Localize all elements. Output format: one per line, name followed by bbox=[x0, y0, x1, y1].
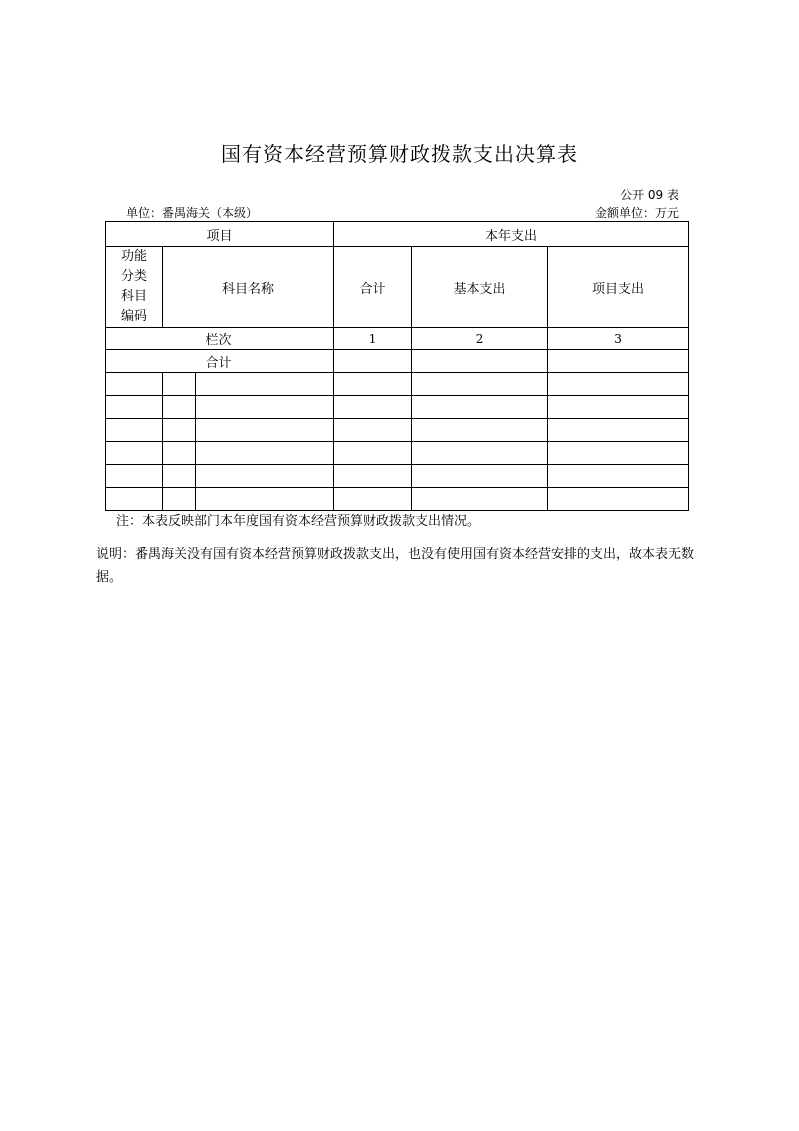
empty-cell bbox=[412, 373, 548, 396]
page-title: 国有资本经营预算财政拨款支出决算表 bbox=[221, 142, 578, 166]
empty-rows bbox=[106, 373, 689, 511]
explanation: 说明：番禺海关没有国有资本经营预算财政拨款支出，也没有使用国有资本经营安排的支出，故本表无数据。 bbox=[96, 547, 695, 585]
table-code: 公开 09 表 bbox=[620, 188, 679, 202]
empty-cell bbox=[548, 465, 689, 488]
header-item: 项目 bbox=[106, 222, 334, 247]
col-code-header bbox=[106, 247, 163, 328]
empty-cell bbox=[196, 488, 334, 511]
row-total-label: 合计 bbox=[196, 350, 334, 373]
col-total: 合计 bbox=[334, 247, 412, 328]
empty-cell bbox=[196, 442, 334, 465]
empty-cell bbox=[106, 396, 163, 419]
expense-table bbox=[105, 221, 689, 511]
empty-cell bbox=[163, 442, 196, 465]
empty-cell bbox=[163, 488, 196, 511]
table-row bbox=[106, 396, 689, 419]
empty-cell bbox=[548, 396, 689, 419]
empty-cell bbox=[196, 419, 334, 442]
column-number: 3 bbox=[548, 328, 689, 350]
empty-cell bbox=[334, 373, 412, 396]
empty-cell bbox=[106, 465, 163, 488]
empty-cell bbox=[196, 373, 334, 396]
empty-cell bbox=[412, 442, 548, 465]
header-year-expense: 本年支出 bbox=[334, 222, 689, 247]
empty-cell bbox=[106, 373, 163, 396]
empty-cell bbox=[334, 488, 412, 511]
amount-unit: 金额单位：万元 bbox=[594, 206, 679, 220]
empty-cell bbox=[163, 396, 196, 419]
empty-cell bbox=[106, 488, 163, 511]
row-column-label: 栏次 bbox=[196, 328, 334, 350]
empty-cell bbox=[334, 396, 412, 419]
col-code-line: 编码 bbox=[120, 309, 147, 324]
empty-cell bbox=[548, 419, 689, 442]
column-row-blank bbox=[106, 328, 196, 350]
col-code-line: 功能 bbox=[120, 249, 147, 264]
table-row bbox=[106, 465, 689, 488]
total-cell bbox=[412, 350, 548, 373]
col-code-line: 科目 bbox=[120, 289, 147, 304]
empty-cell bbox=[196, 465, 334, 488]
col-basic: 基本支出 bbox=[412, 247, 548, 328]
column-number: 1 bbox=[334, 328, 412, 350]
table-row bbox=[106, 419, 689, 442]
empty-cell bbox=[412, 488, 548, 511]
empty-cell bbox=[334, 465, 412, 488]
empty-cell bbox=[412, 419, 548, 442]
column-number: 2 bbox=[412, 328, 548, 350]
empty-cell bbox=[334, 419, 412, 442]
total-row-blank bbox=[106, 350, 196, 373]
empty-cell bbox=[106, 419, 163, 442]
empty-cell bbox=[548, 488, 689, 511]
empty-cell bbox=[548, 442, 689, 465]
empty-cell bbox=[548, 373, 689, 396]
table-row bbox=[106, 442, 689, 465]
col-code-line: 分类 bbox=[120, 269, 147, 284]
empty-cell bbox=[163, 465, 196, 488]
col-project: 项目支出 bbox=[548, 247, 689, 328]
total-cell bbox=[548, 350, 689, 373]
total-cell bbox=[334, 350, 412, 373]
table-row bbox=[106, 373, 689, 396]
footnote: 注：本表反映部门本年度国有资本经营预算财政拨款支出情况。 bbox=[116, 514, 481, 529]
reporting-unit: 单位：番禺海关（本级） bbox=[126, 206, 259, 220]
empty-cell bbox=[412, 396, 548, 419]
empty-cell bbox=[106, 442, 163, 465]
empty-cell bbox=[334, 442, 412, 465]
col-subject-name: 科目名称 bbox=[163, 247, 334, 328]
empty-cell bbox=[196, 396, 334, 419]
empty-cell bbox=[412, 465, 548, 488]
empty-cell bbox=[163, 373, 196, 396]
table-row bbox=[106, 488, 689, 511]
empty-cell bbox=[163, 419, 196, 442]
